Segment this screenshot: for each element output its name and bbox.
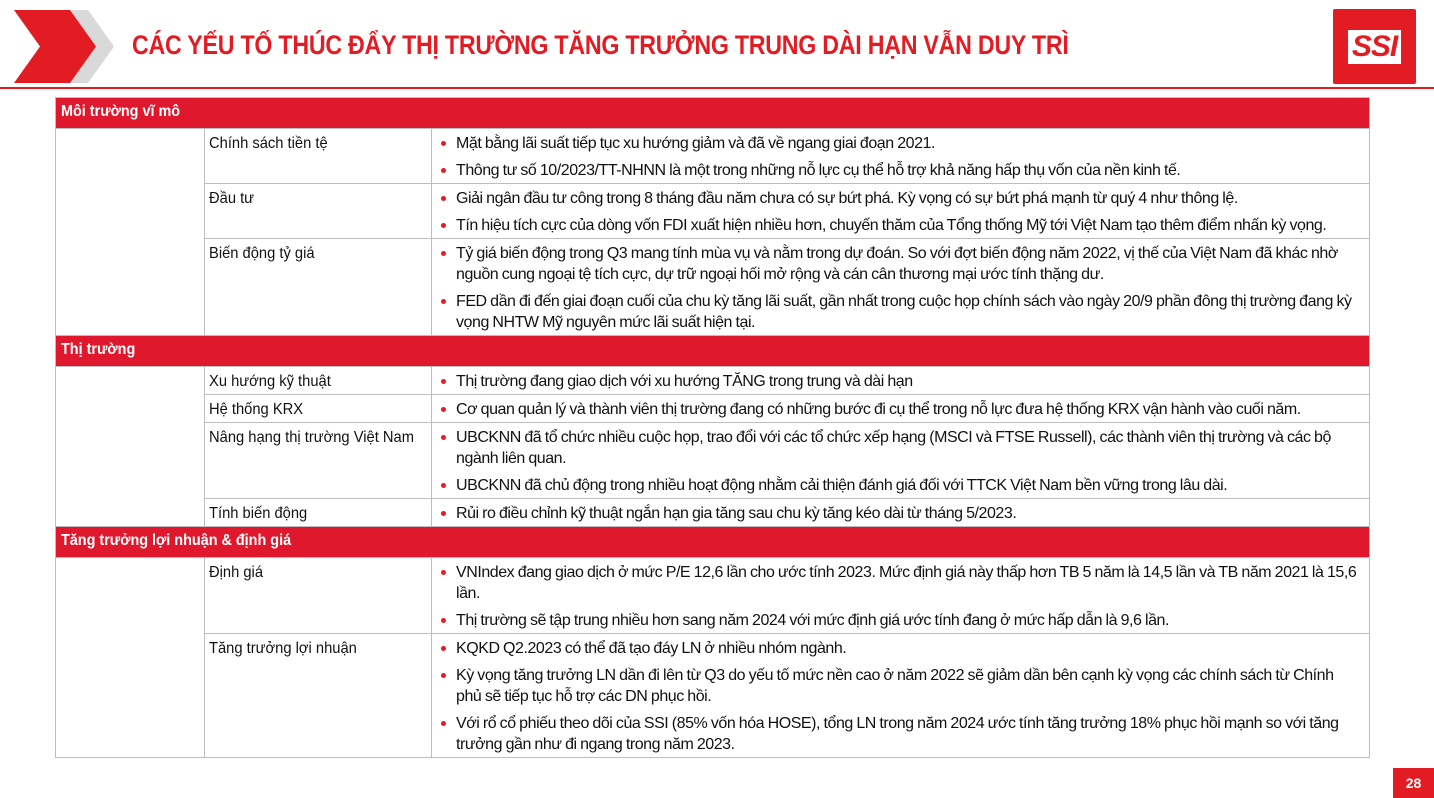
bullets-cell <box>432 634 1370 758</box>
bullets-cell <box>432 367 1370 395</box>
bullet-list <box>438 243 1361 333</box>
list-item <box>438 188 1361 209</box>
row-label: Tính biến động <box>209 505 308 522</box>
bullet-text: Mặt bằng lãi suất tiếp tục xu hướng giảm và đã về ngang giai đoạn 2021. <box>456 135 935 152</box>
list-item <box>438 427 1361 469</box>
list-item <box>438 562 1361 604</box>
bullet-text: UBCKNN đã tổ chức nhiều cuộc họp, trao đổi với các tổ chức xếp hạng (MSCI và FTSE Russell), các thành viên thị trường và các bộ ngành liên quan. <box>456 429 1331 467</box>
list-item <box>438 371 1361 392</box>
bullets-cell <box>432 558 1370 634</box>
list-item <box>438 291 1361 333</box>
bullet-list <box>438 427 1361 496</box>
empty-cell <box>56 367 205 527</box>
list-item <box>438 133 1361 154</box>
bullet-list <box>438 399 1361 420</box>
row-label: Nâng hạng thị trường Việt Nam <box>209 429 414 446</box>
logo-text: SSI <box>1348 30 1401 64</box>
section-header-cell <box>56 336 1370 367</box>
bullet-list <box>438 503 1361 524</box>
section-header-cell <box>56 527 1370 558</box>
row-label: Biến động tỷ giá <box>209 245 315 262</box>
row-label: Định giá <box>209 564 264 581</box>
row-label-cell <box>205 558 432 634</box>
bullets-cell <box>432 129 1370 184</box>
bullet-text: UBCKNN đã chủ động trong nhiều hoạt động nhằm cải thiện đánh giá đối với TTCK Việt Nam bền vững trong lâu dài. <box>456 477 1228 494</box>
table-row <box>56 558 1370 634</box>
section-title: Tăng trưởng lợi nhuận & định giá <box>61 532 292 549</box>
bullet-list <box>438 638 1361 755</box>
list-item <box>438 713 1361 755</box>
bullet-text: Tín hiệu tích cực của dòng vốn FDI xuất hiện nhiều hơn, chuyến thăm của Tổng thống Mỹ tới Việt Nam tạo thêm điểm nhấn kỳ vọng. <box>456 217 1327 234</box>
row-label-cell <box>205 634 432 758</box>
bullet-list <box>438 371 1361 392</box>
row-label-cell <box>205 423 432 499</box>
bullet-text: Thị trường đang giao dịch với xu hướng TĂNG trong trung và dài hạn <box>456 373 913 390</box>
row-label: Xu hướng kỹ thuật <box>209 373 331 390</box>
bullet-text: Rủi ro điều chỉnh kỹ thuật ngắn hạn gia tăng sau chu kỳ tăng kéo dài từ tháng 5/2023. <box>456 505 1017 522</box>
row-label: Chính sách tiền tệ <box>209 135 328 152</box>
list-item <box>438 160 1361 181</box>
empty-cell <box>56 129 205 336</box>
section-header <box>56 98 1370 129</box>
row-label-cell <box>205 395 432 423</box>
bullet-list <box>438 133 1361 181</box>
bullet-text: Tỷ giá biến động trong Q3 mang tính mùa vụ và nằm trong dự đoán. So với đợt biến động năm 2022, vị thế của Việt Nam đã khác nhờ nguồn cung ngoại tệ tích cực, dự trữ ngoại hối mở rộng và cán cân thương mại ước tính thặng dư. <box>456 245 1338 283</box>
table-row <box>56 367 1370 395</box>
bullet-text: Thông tư số 10/2023/TT-NHNN là một trong những nỗ lực cụ thể hỗ trợ khả năng hấp thụ vốn của nền kinh tế. <box>456 162 1181 179</box>
page-title: CÁC YẾU TỐ THÚC ĐẨY THỊ TRƯỜNG TĂNG TRƯỞNG TRUNG DÀI HẠN VẪN DUY TRÌ <box>132 30 1069 60</box>
chevron-right-icon <box>14 10 114 83</box>
list-item <box>438 215 1361 236</box>
bullet-text: Giải ngân đầu tư công trong 8 tháng đầu năm chưa có sự bứt phá. Kỳ vọng có sự bứt phá mạnh từ quý 4 như thông lệ. <box>456 190 1238 207</box>
list-item <box>438 399 1361 420</box>
row-label-cell <box>205 184 432 239</box>
bullets-cell <box>432 184 1370 239</box>
bullet-text: Cơ quan quản lý và thành viên thị trường đang có những bước đi cụ thể trong nỗ lực đưa hệ thống KRX vận hành vào cuối năm. <box>456 401 1301 418</box>
factors-table <box>55 97 1370 758</box>
bullet-text: KQKD Q2.2023 có thể đã tạo đáy LN ở nhiều nhóm ngành. <box>456 640 847 657</box>
bullet-list <box>438 188 1361 236</box>
header-divider <box>0 87 1434 89</box>
table-row <box>56 634 1370 758</box>
row-label: Đầu tư <box>209 190 255 207</box>
bullets-cell <box>432 395 1370 423</box>
list-item <box>438 503 1361 524</box>
bullet-text: Thị trường sẽ tập trung nhiều hơn sang năm 2024 với mức định giá ước tính đang ở mức hấp dẫn là 9,6 lần. <box>456 612 1169 629</box>
section-header <box>56 336 1370 367</box>
page-number: 28 <box>1393 768 1434 798</box>
list-item <box>438 243 1361 285</box>
row-label-cell <box>205 499 432 527</box>
row-label-cell <box>205 129 432 184</box>
ssi-logo <box>1333 9 1416 84</box>
bullet-list <box>438 562 1361 631</box>
bullets-cell <box>432 499 1370 527</box>
table-row <box>56 239 1370 336</box>
list-item <box>438 665 1361 707</box>
row-label: Tăng trưởng lợi nhuận <box>209 640 357 657</box>
bullet-text: VNIndex đang giao dịch ở mức P/E 12,6 lần cho ước tính 2023. Mức định giá này thấp hơn TB 5 năm là 14,5 lần và TB năm 2021 là 15,6 lần. <box>456 564 1357 602</box>
row-label-cell <box>205 239 432 336</box>
table-row <box>56 423 1370 499</box>
bullet-text: Với rổ cổ phiếu theo dõi của SSI (85% vốn hóa HOSE), tổng LN trong năm 2024 ước tính tăng trưởng 18% phục hồi mạnh so với tăng trưởng gần như đi ngang trong năm 2023. <box>456 715 1339 753</box>
table-row <box>56 395 1370 423</box>
bullet-text: Kỳ vọng tăng trưởng LN dần đi lên từ Q3 do yếu tố mức nền cao ở năm 2022 sẽ giảm dần bên cạnh kỳ vọng các chính sách từ Chính phủ sẽ tiếp tục hỗ trợ các DN phục hồi. <box>456 667 1334 705</box>
list-item <box>438 610 1361 631</box>
section-header-cell <box>56 98 1370 129</box>
section-title: Thị trường <box>61 341 136 358</box>
row-label: Hệ thống KRX <box>209 401 304 418</box>
section-title: Môi trường vĩ mô <box>61 103 181 120</box>
section-header <box>56 527 1370 558</box>
list-item <box>438 475 1361 496</box>
table-row <box>56 184 1370 239</box>
table-row <box>56 499 1370 527</box>
bullets-cell <box>432 423 1370 499</box>
row-label-cell <box>205 367 432 395</box>
list-item <box>438 638 1361 659</box>
empty-cell <box>56 558 205 758</box>
bullets-cell <box>432 239 1370 336</box>
bullet-text: FED dần đi đến giai đoạn cuối của chu kỳ tăng lãi suất, gần nhất trong cuộc họp chính sách vào ngày 20/9 phần đông thị trường đang kỳ vọng NHTW Mỹ nguyên mức lãi suất hiện tại. <box>456 293 1352 331</box>
table-row <box>56 129 1370 184</box>
